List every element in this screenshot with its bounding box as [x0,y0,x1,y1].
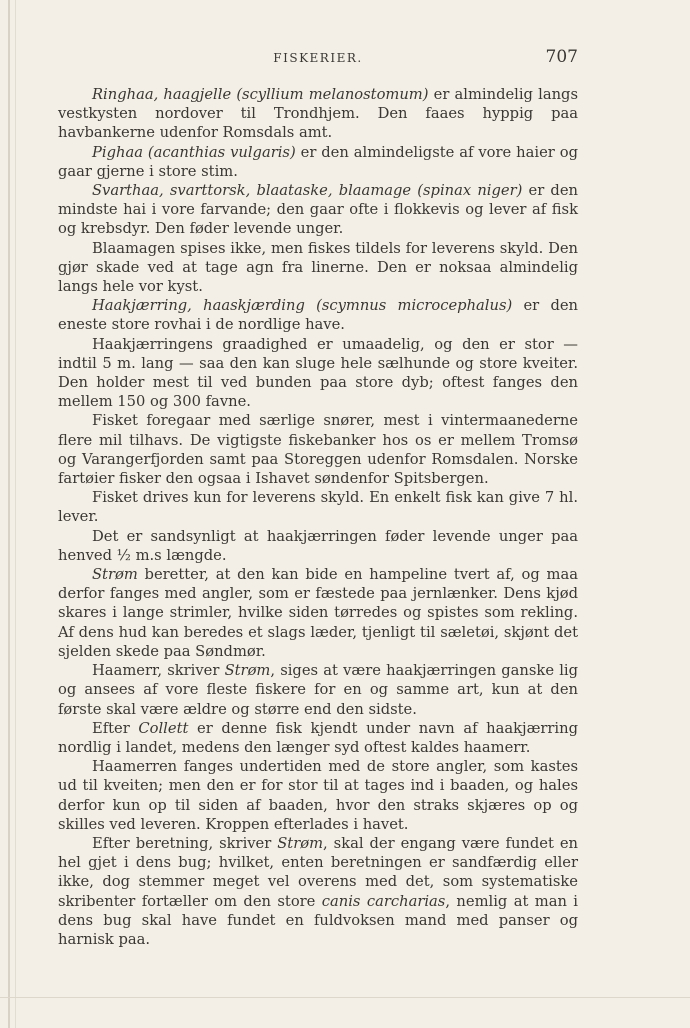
paragraph-text: Haamerr, skriver [92,662,225,680]
paragraph-text: er denne fisk kjendt under navn af haakjærring nordlig i landet, medens den længer syd oftest kaldes haamerr. [58,719,578,756]
paragraph [58,565,578,661]
page-header [58,47,578,71]
paragraph [58,719,578,757]
paragraph-text: Det er sandsynligt at haakjærringen føder levende unger paa henved ½ m.s længde. [58,527,578,564]
paragraph-text: Haakjærringens graadighed er umaadelig, og den er stor — indtil 5 m. lang — saa den kan sluge hele sælhunde og store kveiter. Den holder mest til ved bunden paa store dyb; oftest fanges den mellem 150 og 300 favne. [58,335,578,411]
paragraph-text: Fisket drives kun for leverens skyld. En enkelt fisk kan give 7 hl. lever. [58,489,578,526]
paragraph-text: beretter, at den kan bide en hampeline tvert af, og maa derfor fanges med angler, som er fæstede paa jernlænker. Dens kjød skares i lange strimler, hvilke siden tørredes og spistes som rekling. Af dens hud kan beredes et slags læder, tjenligt til sæletøi, skjønt det sjelden skede paa Søndmør. [58,566,578,660]
paragraph [58,757,578,834]
paragraph-text: er den almindeligste af vore haier og gaar gjerne i store stim. [58,143,578,180]
paragraph-text: er almindelig langs vestkysten nordover til Trondhjem. Den faaes hyppig paa havbankerne udenfor Romsdals amt. [58,86,578,142]
paragraph [58,181,578,239]
italic-term: Ringhaa, haagjelle (scyllium melanostomum) [92,86,429,103]
paragraph [58,834,578,949]
paragraph-text: Blaamagen spises ikke, men fiskes tildels for leverens skyld. Den gjør skade ved at tage agn fra linerne. Den er noksaa almindelig langs hele vor kyst. [58,239,578,296]
paragraph [58,527,578,565]
italic-term: Strøm [277,834,324,852]
paragraph [58,143,578,181]
paragraph [58,296,578,334]
paragraph [58,85,578,143]
italic-term: Svarthaa, svarttorsk, blaataske, blaamage (spinax niger) [92,182,523,200]
paragraph [58,239,578,297]
paragraph-text: Haamerren fanges undertiden med de store angler, som kastes ud til kveiten; men den er for stor til at tages ind i baaden, og hales derfor kun op til siden af baaden, hvor den straks skjæres op og skilles ved leveren. Kroppen efterlades i havet. [58,758,578,833]
paragraph [58,335,578,412]
page-bottom-fold [0,997,690,998]
italic-term: canis carcharias [321,892,446,910]
paragraph [58,661,578,719]
page-number: 707 [545,47,578,67]
italic-term: Haakjærring, haaskjærding (scymnus microcephalus) [92,297,513,315]
paragraph-text: , nemlig at man i dens bug skal have fundet en fuldvoksen mand med panser og harnisk paa. [58,892,579,948]
italic-term: Strøm [92,566,138,584]
body-text [58,85,578,949]
paragraph [58,411,578,488]
page-binding-edge-inner [15,0,16,1028]
running-head: FISKERIER. [273,51,363,65]
paragraph-text: , siges at være haakjærringen ganske lig og ansees af vore fleste fiskere for en og samme art, kun at den første skal være ældre og større end den sidste. [58,662,578,718]
paragraph-text: Fisket foregaar med særlige snører, mest i vintermaanederne flere mil tilhavs. De vigtigste fiskebanker hos os er mellem Tromsø og Varangerfjorden samt paa Storeggen udenfor Romsdalen. Norske fartøier fisker den ogsaa i Ishavet søndenfor Spitsbergen. [58,412,578,488]
paragraph-text: er den mindste hai i vore farvande; den gaar ofte i flokkevis og lever af fisk og krebsdyr. Den føder levende unger. [58,182,578,238]
paragraph-text: er den eneste store rovhai i de nordlige have. [58,297,578,334]
paragraph-text: Efter beretning, skriver [92,834,278,852]
italic-term: Strøm [224,662,271,680]
paragraph-text: Efter [92,719,139,737]
page-binding-edge [8,0,10,1028]
paragraph [58,488,578,526]
italic-term: Collett [138,719,189,737]
italic-term: Pighaa (acanthias vulgaris) [92,143,296,161]
paragraph-text: , skal der engang være fundet en hel gjet i dens bug; hvilket, enten beretningen er sandfærdig eller ikke, dog stemmer meget vel overens med det, som systematiske skribenter fortæller om den store [58,834,578,910]
